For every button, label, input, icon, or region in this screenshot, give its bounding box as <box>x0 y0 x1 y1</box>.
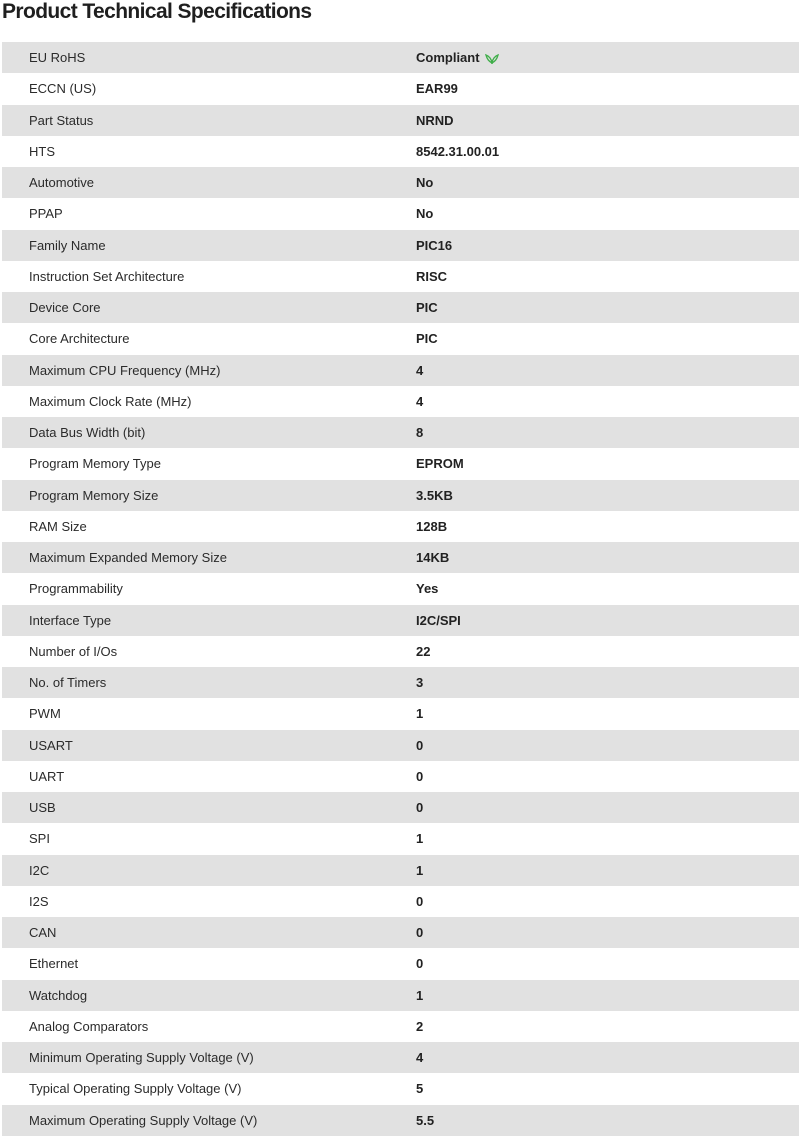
spec-value: NRND <box>416 112 454 128</box>
spec-row-eu-rohs <box>2 42 799 73</box>
spec-row-maximum-clock-rate-mhz <box>2 386 799 417</box>
spec-value-cell <box>416 948 799 979</box>
spec-value-cell <box>416 886 799 917</box>
spec-value: 22 <box>416 643 431 659</box>
spec-value: 3 <box>416 675 424 691</box>
spec-value-cell <box>416 136 799 167</box>
spec-label: CAN <box>29 925 57 941</box>
spec-label: Typical Operating Supply Voltage (V) <box>29 1081 242 1097</box>
spec-row-analog-comparators <box>2 1011 799 1042</box>
spec-row-ethernet <box>2 948 799 979</box>
spec-value: 0 <box>416 925 424 941</box>
spec-label: Core Architecture <box>29 331 130 347</box>
spec-label: Analog Comparators <box>29 1018 149 1034</box>
spec-row-ram-size <box>2 511 799 542</box>
spec-value-cell <box>416 823 799 854</box>
spec-row-ppap <box>2 198 799 229</box>
spec-value-cell <box>416 1011 799 1042</box>
spec-value-cell <box>416 761 799 792</box>
spec-value: 4 <box>416 362 424 378</box>
spec-label: No. of Timers <box>29 675 107 691</box>
spec-value-cell <box>416 417 799 448</box>
spec-label: Ethernet <box>29 956 79 972</box>
spec-row-instruction-set-architecture <box>2 261 799 292</box>
spec-value: EPROM <box>416 456 464 472</box>
spec-label: SPI <box>29 831 50 847</box>
spec-row-usart <box>2 730 799 761</box>
spec-row-part-status <box>2 105 799 136</box>
spec-value-cell <box>416 480 799 511</box>
spec-label: Watchdog <box>29 987 88 1003</box>
spec-row-program-memory-size <box>2 480 799 511</box>
spec-label: Interface Type <box>29 612 112 628</box>
spec-value-cell <box>416 605 799 636</box>
spec-row-can <box>2 917 799 948</box>
spec-row-device-core <box>2 292 799 323</box>
spec-value: Yes <box>416 581 439 597</box>
spec-value-cell <box>416 42 799 73</box>
spec-value: 0 <box>416 893 424 909</box>
spec-value-cell <box>416 448 799 479</box>
spec-value: 5 <box>416 1081 424 1097</box>
spec-label: USB <box>29 800 56 816</box>
spec-value: No <box>416 206 434 222</box>
spec-value: 3.5KB <box>416 487 453 503</box>
spec-value-cell <box>416 230 799 261</box>
spec-value: PIC <box>416 300 438 316</box>
spec-row-minimum-operating-supply-voltage-v <box>2 1042 799 1073</box>
spec-row-i2c <box>2 855 799 886</box>
spec-value-cell <box>416 105 799 136</box>
spec-value-cell <box>416 323 799 354</box>
spec-row-hts <box>2 136 799 167</box>
spec-value-cell <box>416 1073 799 1104</box>
spec-label: HTS <box>29 143 55 159</box>
spec-row-family-name <box>2 230 799 261</box>
spec-row-eccn-us <box>2 73 799 104</box>
spec-row-i2s <box>2 886 799 917</box>
spec-value: I2C/SPI <box>416 612 461 628</box>
spec-row-program-memory-type <box>2 448 799 479</box>
spec-label: RAM Size <box>29 518 87 534</box>
spec-value: No <box>416 175 434 191</box>
spec-value: 1 <box>416 831 424 847</box>
spec-value-cell <box>416 355 799 386</box>
spec-value-cell <box>416 980 799 1011</box>
spec-row-maximum-cpu-frequency-mhz <box>2 355 799 386</box>
spec-label: Program Memory Size <box>29 487 159 503</box>
spec-value-cell <box>416 917 799 948</box>
spec-value: 8542.31.00.01 <box>416 143 500 159</box>
spec-value-cell <box>416 855 799 886</box>
spec-label: PPAP <box>29 206 63 222</box>
spec-row-spi <box>2 823 799 854</box>
spec-label: EU RoHS <box>29 50 86 66</box>
spec-row-typical-operating-supply-voltage-v <box>2 1073 799 1104</box>
spec-label: ECCN (US) <box>29 81 97 97</box>
spec-label: Maximum Clock Rate (MHz) <box>29 393 192 409</box>
spec-value: 128B <box>416 518 448 534</box>
spec-value-cell <box>416 511 799 542</box>
spec-value-cell <box>416 1042 799 1073</box>
spec-value-cell <box>416 167 799 198</box>
spec-value-cell <box>416 261 799 292</box>
spec-label: I2C <box>29 862 50 878</box>
spec-row-no-of-timers <box>2 667 799 698</box>
spec-label: Instruction Set Architecture <box>29 268 185 284</box>
spec-row-number-of-i-os <box>2 636 799 667</box>
spec-label: UART <box>29 768 65 784</box>
spec-value: 1 <box>416 987 424 1003</box>
spec-label: I2S <box>29 893 49 909</box>
spec-label: Number of I/Os <box>29 643 118 659</box>
spec-row-pwm <box>2 698 799 729</box>
spec-value: PIC16 <box>416 237 453 253</box>
spec-value: 14KB <box>416 550 450 566</box>
spec-value: 0 <box>416 956 424 972</box>
spec-label: Program Memory Type <box>29 456 161 472</box>
spec-label: USART <box>29 737 73 753</box>
spec-value: 4 <box>416 393 424 409</box>
specifications-table <box>2 42 799 1136</box>
spec-row-uart <box>2 761 799 792</box>
spec-label: Part Status <box>29 112 94 128</box>
spec-row-maximum-operating-supply-voltage-v <box>2 1105 799 1136</box>
spec-value: 2 <box>416 1018 424 1034</box>
specifications-table-body <box>2 42 799 1136</box>
spec-label: Family Name <box>29 237 106 253</box>
spec-value-cell <box>416 636 799 667</box>
spec-value: 0 <box>416 768 424 784</box>
spec-value: 4 <box>416 1050 424 1066</box>
spec-row-core-architecture <box>2 323 799 354</box>
spec-value-cell <box>416 386 799 417</box>
spec-label: Automotive <box>29 175 95 191</box>
spec-row-data-bus-width-bit <box>2 417 799 448</box>
spec-label: Programmability <box>29 581 123 597</box>
spec-value: Compliant <box>416 50 480 66</box>
page-title: Product Technical Specifications <box>2 0 312 23</box>
spec-row-automotive <box>2 167 799 198</box>
spec-label: Maximum Expanded Memory Size <box>29 550 227 566</box>
leaf-icon <box>485 52 499 64</box>
spec-label: Maximum CPU Frequency (MHz) <box>29 362 221 378</box>
spec-row-maximum-expanded-memory-size <box>2 542 799 573</box>
spec-value-cell <box>416 730 799 761</box>
spec-value-cell <box>416 1105 799 1136</box>
spec-value-cell <box>416 198 799 229</box>
spec-label: Maximum Operating Supply Voltage (V) <box>29 1112 258 1128</box>
spec-value-cell <box>416 573 799 604</box>
spec-row-programmability <box>2 573 799 604</box>
spec-row-usb <box>2 792 799 823</box>
spec-value: 8 <box>416 425 424 441</box>
spec-value-cell <box>416 542 799 573</box>
spec-value: PIC <box>416 331 438 347</box>
spec-label: Device Core <box>29 300 101 316</box>
spec-row-watchdog <box>2 980 799 1011</box>
spec-label: Data Bus Width (bit) <box>29 425 146 441</box>
spec-value: 1 <box>416 862 424 878</box>
spec-value-cell <box>416 667 799 698</box>
spec-label: PWM <box>29 706 61 722</box>
spec-value: 0 <box>416 800 424 816</box>
spec-row-interface-type <box>2 605 799 636</box>
spec-value: EAR99 <box>416 81 458 97</box>
spec-label: Minimum Operating Supply Voltage (V) <box>29 1050 254 1066</box>
spec-value-cell <box>416 292 799 323</box>
spec-value-cell <box>416 73 799 104</box>
spec-value-cell <box>416 698 799 729</box>
spec-value: RISC <box>416 268 448 284</box>
spec-value-cell <box>416 792 799 823</box>
spec-value: 1 <box>416 706 424 722</box>
spec-value: 0 <box>416 737 424 753</box>
spec-value: 5.5 <box>416 1112 435 1128</box>
